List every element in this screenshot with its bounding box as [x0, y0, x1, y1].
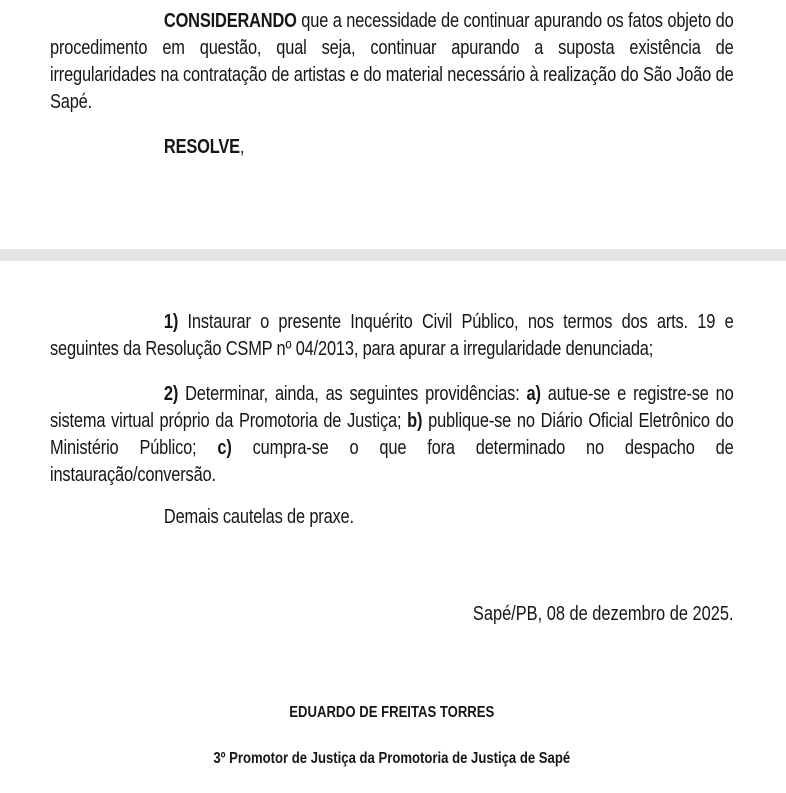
paragraph-resolve [0, 134, 786, 161]
signature-title [0, 745, 786, 772]
item-2-text-1: Determinar, ainda, as seguintes providências: [178, 383, 527, 405]
paragraph-considerando [0, 8, 786, 116]
item-2-letter-b: b) [407, 410, 423, 432]
paragraph-item-2 [0, 381, 786, 489]
resolve-keyword: RESOLVE [163, 136, 240, 158]
paragraph-item-1 [0, 309, 786, 363]
dateline-text: Sapé/PB, 08 de dezembro de 2025. [472, 603, 734, 625]
signature-name-text: EDUARDO DE FREITAS TORRES [289, 704, 495, 721]
item-2-text-3: publique-se no Diário Oficial Eletrônico do Ministério Público; [49, 410, 734, 459]
resolve-comma: , [239, 136, 245, 158]
signature-title-text: 3º Promotor de Justiça da Promotoria de Justiça de Sapé [213, 750, 571, 767]
considerando-text: que a necessidade de continuar apurando os fatos objeto do procedimento em questão, qual seja, continuar apurando a suposta existência de irregularidades na contratação de artistas e do material necessário à realização do São João de Sapé. [49, 10, 734, 113]
item-2-text-4: cumpra-se o que fora determinado no despacho de instauração/conversão. [49, 437, 734, 486]
item-2-letter-a: a) [526, 383, 541, 405]
cautelas-text: Demais cautelas de praxe. [163, 506, 354, 528]
dateline [0, 601, 786, 628]
item-1-number: 1) [163, 311, 179, 333]
paragraph-cautelas [0, 504, 786, 531]
signature-name [0, 699, 786, 726]
item-2-letter-c: c) [217, 437, 232, 459]
item-2-number: 2) [163, 383, 179, 405]
item-2-text-2: autue-se e registre-se no sistema virtual próprio da Promotoria de Justiça; [49, 383, 734, 432]
considerando-keyword: CONSIDERANDO [163, 10, 297, 32]
page-separator [0, 249, 786, 261]
item-1-text: Instaurar o presente Inquérito Civil Público, nos termos dos arts. 19 e seguintes da Resolução CSMP nº 04/2013, para apurar a irregularidade denunciada; [49, 311, 734, 360]
